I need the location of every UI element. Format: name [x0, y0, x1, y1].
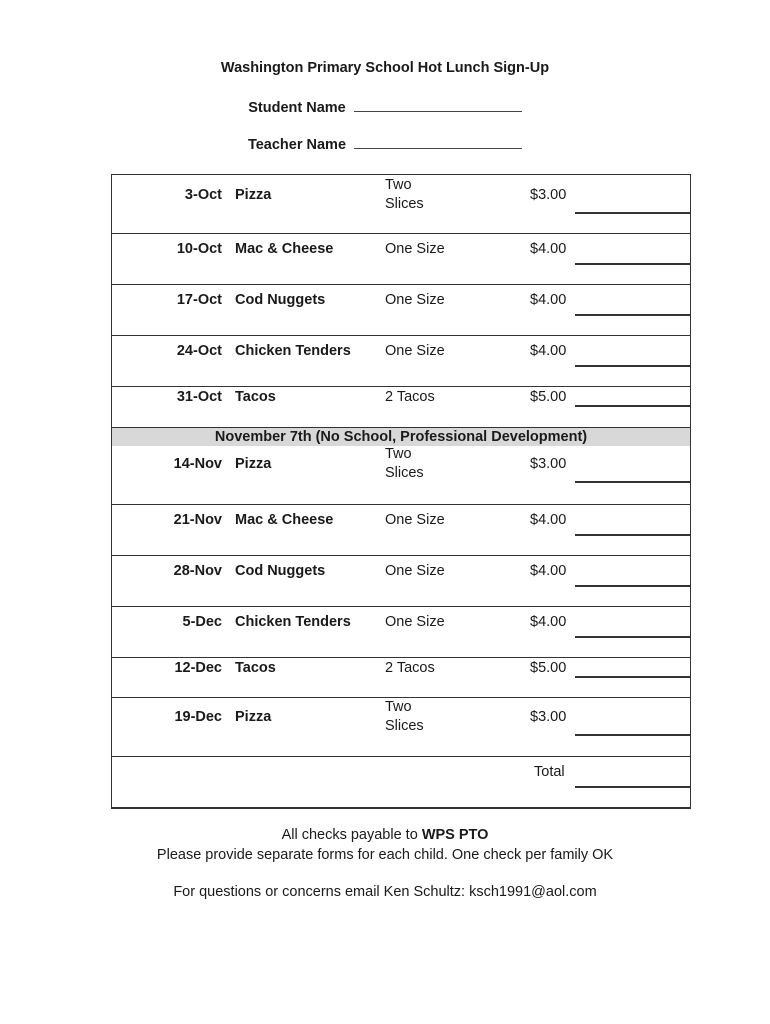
table-row	[112, 234, 690, 285]
row-date: 17-Oct	[176, 292, 222, 308]
row-price: $5.00	[530, 389, 567, 405]
row-size: 2 Tacos	[385, 389, 435, 405]
row-size: One Size	[385, 292, 445, 308]
row-price: $4.00	[530, 563, 567, 579]
row-date: 10-Oct	[176, 241, 222, 257]
row-item: Mac & Cheese	[235, 241, 334, 257]
row-item: Cod Nuggets	[235, 292, 326, 308]
row-price: $4.00	[530, 512, 567, 528]
teacher-name-field[interactable]	[354, 134, 522, 149]
row-size: Two Slices	[385, 177, 424, 212]
row-date: 5-Dec	[182, 614, 222, 630]
row-item: Chicken Tenders	[235, 343, 351, 359]
quantity-blank[interactable]	[575, 263, 690, 265]
row-size: One Size	[385, 241, 445, 257]
quantity-blank[interactable]	[575, 534, 690, 536]
quantity-blank[interactable]	[575, 405, 690, 407]
row-date: 14-Nov	[173, 456, 222, 472]
row-size: One Size	[385, 563, 445, 579]
contact-note: For questions or concerns email Ken Schultz: ksch1991@aol.com	[173, 884, 597, 900]
table-row	[112, 658, 690, 698]
row-size: One Size	[385, 343, 445, 359]
total-row	[112, 757, 690, 807]
row-price: $3.00	[530, 187, 567, 203]
row-size: Two Slices	[385, 446, 424, 481]
quantity-blank[interactable]	[575, 585, 690, 587]
row-price: $4.00	[530, 614, 567, 630]
quantity-blank[interactable]	[575, 734, 690, 736]
row-item: Tacos	[235, 660, 276, 676]
table-row	[112, 698, 690, 757]
row-price: $4.00	[530, 292, 567, 308]
quantity-blank[interactable]	[575, 314, 690, 316]
payee: WPS PTO	[421, 827, 489, 843]
row-item: Mac & Cheese	[235, 512, 334, 528]
teacher-name-label: Teacher Name	[247, 137, 347, 153]
table-row	[112, 387, 690, 428]
row-price: $5.00	[530, 660, 567, 676]
table-row	[112, 336, 690, 387]
student-name-label: Student Name	[248, 100, 346, 116]
lunch-table	[111, 174, 691, 809]
row-date: 3-Oct	[184, 187, 222, 203]
table-row	[112, 285, 690, 336]
row-item: Chicken Tenders	[235, 614, 351, 630]
student-name-field[interactable]	[354, 97, 522, 112]
table-row	[112, 446, 690, 505]
student-name-row	[0, 97, 770, 116]
quantity-blank[interactable]	[575, 212, 690, 214]
row-date: 24-Oct	[176, 343, 222, 359]
row-price: $4.00	[530, 343, 567, 359]
row-item: Tacos	[235, 389, 276, 405]
row-item: Pizza	[235, 709, 272, 725]
checks-payable-note: All checks payable to WPS PTO	[281, 827, 489, 843]
quantity-blank[interactable]	[575, 676, 690, 678]
no-school-notice: November 7th (No School, Professional Development)	[112, 428, 690, 446]
row-price: $4.00	[530, 241, 567, 257]
table-row	[112, 175, 690, 234]
form-title: Washington Primary School Hot Lunch Sign-Up	[220, 60, 550, 76]
row-date: 28-Nov	[173, 563, 222, 579]
row-date: 12-Dec	[174, 660, 222, 676]
row-size: One Size	[385, 614, 445, 630]
row-price: $3.00	[530, 456, 567, 472]
row-date: 31-Oct	[176, 389, 222, 405]
teacher-name-row	[0, 134, 770, 153]
table-row	[112, 607, 690, 658]
quantity-blank[interactable]	[575, 636, 690, 638]
separate-forms-note: Please provide separate forms for each child. One check per family OK	[156, 847, 614, 863]
row-size: Two Slices	[385, 699, 424, 734]
row-date: 19-Dec	[174, 709, 222, 725]
table-row	[112, 505, 690, 556]
row-date: 21-Nov	[173, 512, 222, 528]
quantity-blank[interactable]	[575, 365, 690, 367]
total-blank[interactable]	[575, 786, 690, 788]
row-size: One Size	[385, 512, 445, 528]
row-size: 2 Tacos	[385, 660, 435, 676]
row-item: Cod Nuggets	[235, 563, 326, 579]
row-item: Pizza	[235, 187, 272, 203]
table-row	[112, 556, 690, 607]
row-item: Pizza	[235, 456, 272, 472]
quantity-blank[interactable]	[575, 481, 690, 483]
total-label: Total	[534, 764, 565, 780]
row-price: $3.00	[530, 709, 567, 725]
